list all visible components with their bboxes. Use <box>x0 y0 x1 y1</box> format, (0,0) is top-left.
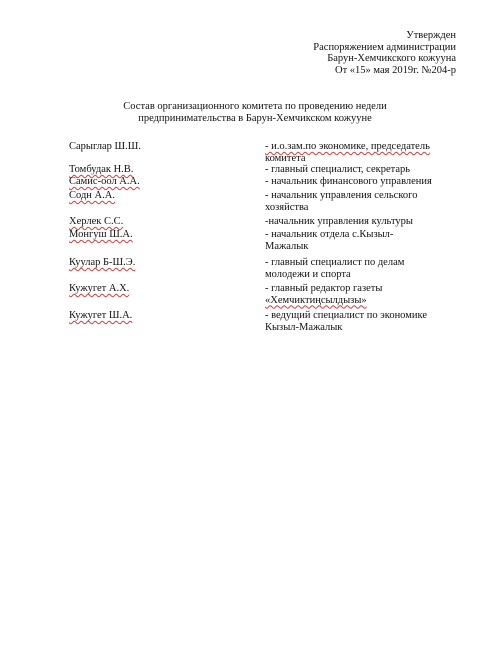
member-name: Томбудак Н.В. <box>69 164 134 175</box>
approval-line: От «15» мая 2019г. №204-р <box>335 64 456 76</box>
approval-line: Утвержден <box>406 30 456 41</box>
member-role-line: - начальник управления сельского <box>265 190 418 201</box>
member-role <box>265 257 465 280</box>
member-name: Монгуш Ш.А. <box>69 229 133 240</box>
member-role <box>265 141 465 164</box>
member-role-line: - начальник отдела с.Кызыл- <box>265 229 394 240</box>
member-name: Содн А.А. <box>69 190 115 201</box>
member-role-line: молодежи и спорта <box>265 268 351 280</box>
member-role-line: хозяйства <box>265 201 309 213</box>
member-role-line: - ведущий специалист по экономике <box>265 310 427 321</box>
approval-block <box>313 30 456 76</box>
member-role-line: - главный специалист, секретарь <box>265 164 411 175</box>
member-name: Самис-оол А.А. <box>69 176 140 187</box>
member-role <box>265 283 465 306</box>
title-line: предпринимательства в Барун-Хемчикском кожууне <box>138 112 372 124</box>
member-role-line: Мажалык <box>265 240 309 252</box>
approval-line: Барун-Хемчикского кожууна <box>327 53 456 65</box>
member-name: Кужугет А.Х. <box>69 283 130 294</box>
member-role <box>265 216 465 228</box>
member-role-line: -начальник управления культуры <box>265 216 413 227</box>
member-role-line: - и.о.зам.по экономике, председатель <box>265 141 430 152</box>
approval-line: Распоряжением администрации <box>313 41 456 53</box>
member-role-line: - главный редактор газеты <box>265 283 383 294</box>
member-name: Куулар Б-Ш.Э. <box>69 257 136 268</box>
document-title <box>70 101 440 124</box>
member-role <box>265 229 465 252</box>
member-role-line: Кызыл-Мажалык <box>265 321 343 333</box>
member-role <box>265 164 465 176</box>
member-name: Кужугет Ш.А. <box>69 310 133 321</box>
member-role <box>265 190 465 213</box>
member-role-line: - начальник финансового управления <box>265 176 432 187</box>
member-role <box>265 310 465 333</box>
member-role-line: «Хемчиктиңсылдызы» <box>265 294 367 306</box>
member-role-line: - главный специалист по делам <box>265 257 405 268</box>
member-role <box>265 176 465 188</box>
member-name: Сарыглар Ш.Ш. <box>69 141 141 152</box>
title-line: Состав организационного комитета по проведению недели <box>123 101 387 112</box>
member-name: Херлек С.С. <box>69 216 124 227</box>
member-role-line: комитета <box>265 152 306 164</box>
